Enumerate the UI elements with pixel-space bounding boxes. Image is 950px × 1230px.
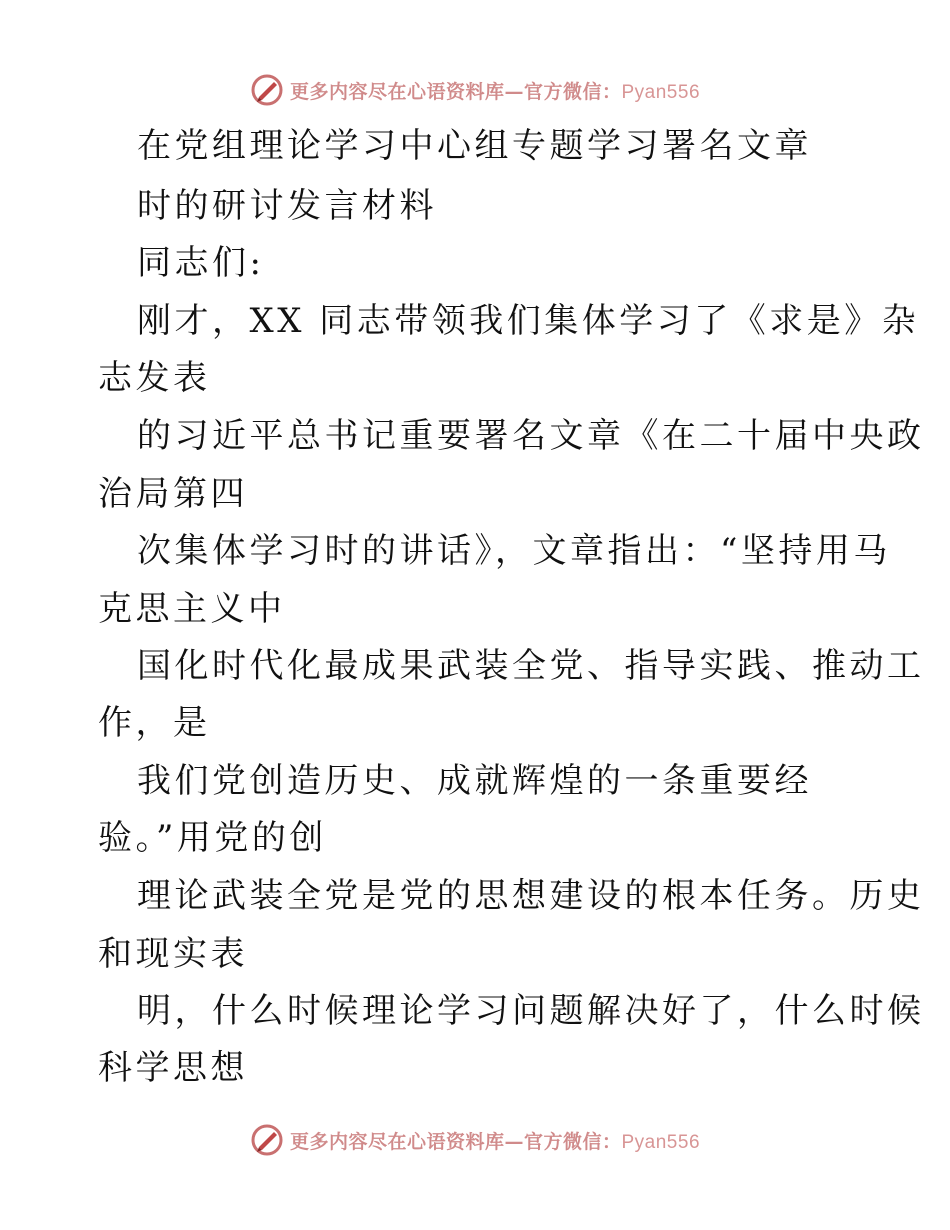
paragraph-line: 国化时代化最成果武装全党、指导实践、推动工: [137, 646, 925, 686]
paragraph-line: 我们党创造历史、成就辉煌的一条重要经: [137, 761, 812, 801]
pen-logo-icon: [250, 73, 284, 107]
document-title-line-1: 在党组理论学习中心组专题学习署名文章: [137, 126, 812, 166]
footer-watermark: [0, 1120, 950, 1160]
paragraph-line: 明，什么时候理论学习问题解决好了，什么时候: [137, 991, 925, 1031]
paragraph-line: 和现实表: [98, 934, 248, 974]
paragraph-line: 科学思想: [98, 1048, 248, 1088]
paragraph-line: 刚才，XX 同志带领我们集体学习了《求是》杂: [137, 301, 920, 341]
paragraph-line: 的习近平总书记重要署名文章《在二十届中央政: [137, 416, 925, 456]
paragraph-line: 理论武装全党是党的思想建设的根本任务。历史: [137, 876, 925, 916]
watermark-text: 更多内容尽在心语资料库—官方微信：Pyan556: [289, 80, 701, 103]
paragraph-line: 次集体学习时的讲话》，文章指出：“坚持用马: [137, 531, 891, 571]
paragraph-line: 作，是: [98, 703, 211, 743]
paragraph-line: 克思主义中: [98, 589, 286, 629]
watermark-text: 更多内容尽在心语资料库—官方微信：Pyan556: [289, 1130, 701, 1153]
header-watermark: [0, 70, 950, 110]
document-title-line-2: 时的研讨发言材料: [137, 186, 437, 226]
pen-logo-icon: [250, 1123, 284, 1157]
paragraph-line: 治局第四: [98, 474, 248, 514]
salutation: 同志们:: [137, 243, 265, 283]
paragraph-line: 志发表: [98, 358, 211, 398]
paragraph-line: 验。”用党的创: [98, 818, 327, 858]
